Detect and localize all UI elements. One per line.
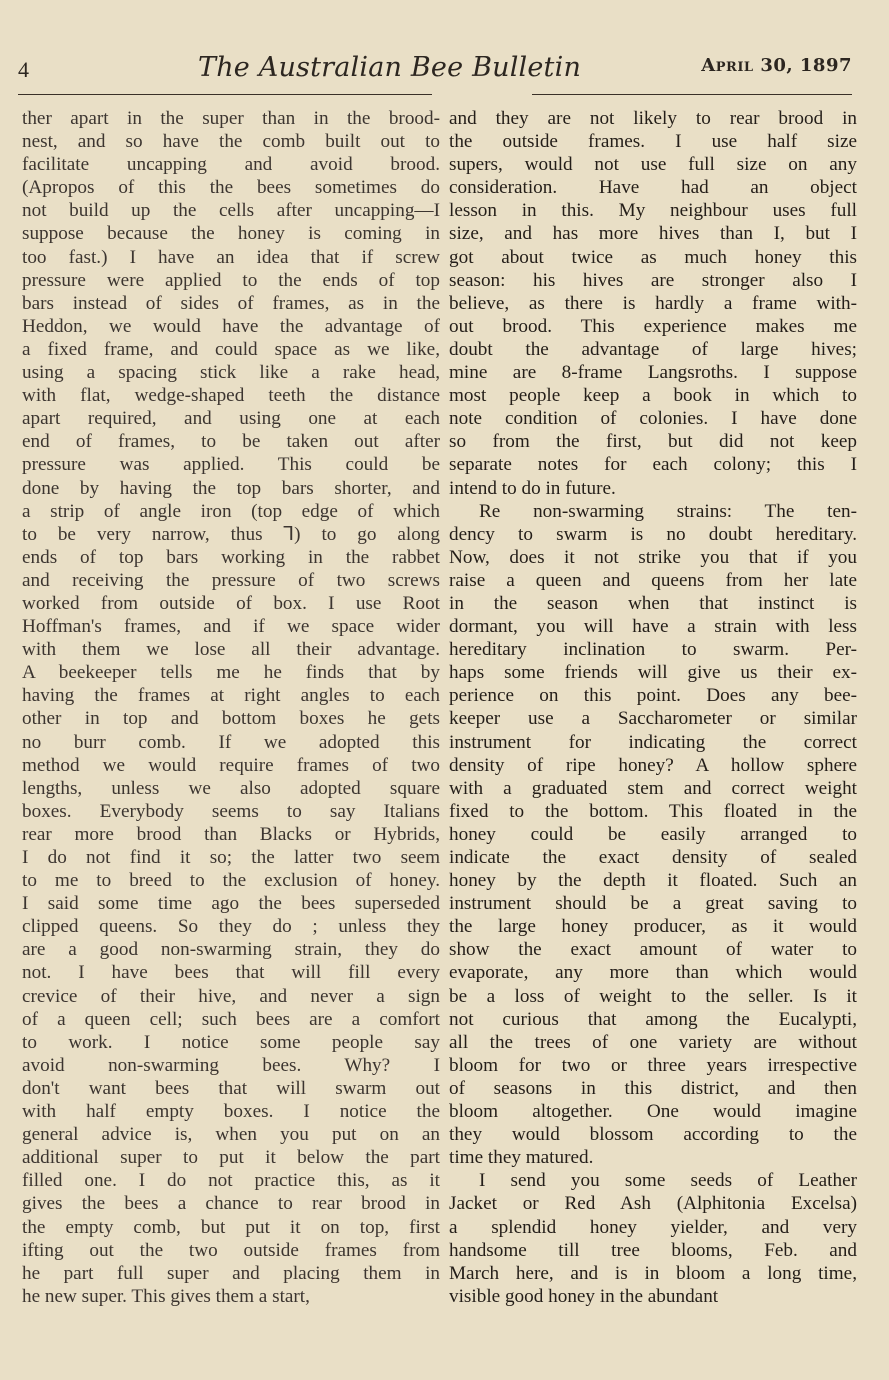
text-line: lesson in this. My neighbour uses full [449,200,857,222]
text-line: general advice is, when you put on an [22,1124,440,1146]
text-line: facilitate uncapping and avoid brood. [22,154,440,176]
text-line: visible good honey in the abundant [449,1285,719,1307]
text-line: of a queen cell; such bees are a comfort [22,1008,440,1030]
text-line: raise a queen and queens from her late [449,569,857,591]
text-line: too fast.) I have an idea that if screw [22,246,440,268]
journal-title: The Australian Bee Bulletin [198,52,582,83]
text-line: of seasons in this district, and then [449,1077,857,1099]
text-line: pressure were applied to the ends of top [22,269,440,291]
text-line: hereditary inclination to swarm. Per- [449,639,857,661]
text-line: haps some friends will give us their ex- [449,662,857,684]
text-line: with a graduated stem and correct weight [449,777,857,799]
text-line: mine are 8-frame Langsroths. I suppose [449,362,857,384]
text-line: are a good non-swarming strain, they do [22,939,440,961]
text-line: with them we lose all their advantage. [22,639,440,661]
text-line: out brood. This experience makes me [449,315,857,337]
text-line: A beekeeper tells me he finds that by [22,662,440,684]
left-column [22,107,440,1308]
text-line: not build up the cells after uncapping—I [22,200,440,222]
text-line: other in top and bottom boxes he gets [22,708,440,730]
text-line: the empty comb, but put it on top, first [22,1216,440,1238]
text-line: additional super to put it below the part [22,1147,440,1169]
page-number: 4 [18,57,29,82]
text-line: Now, does it not strike you that if you [449,546,857,568]
header-rule-right [532,94,852,95]
text-line: end of frames, to be taken out after [22,431,440,453]
text-line: keeper use a Saccharometer or similar [449,708,857,730]
text-line: March here, and is in bloom a long time, [449,1262,857,1284]
text-line: boxes. Everybody seems to say Italians [22,800,440,822]
text-line: the large honey producer, as it would [449,916,857,938]
text-line: Re non-swarming strains: The ten- [479,500,857,522]
text-line: to be very narrow, thus ⅂) to go along [22,523,440,545]
text-line: ther apart in the super than in the brood- [22,108,440,129]
text-line: apart required, and using one at each [22,408,440,430]
text-line: intend to do in future. [449,477,616,499]
text-line: handsome till tree blooms, Feb. and [449,1239,857,1261]
text-line: all the trees of one variety are without [449,1031,857,1053]
text-line: dency to swarm is no doubt hereditary. [449,523,857,545]
text-line: indicate the exact density of sealed [449,847,857,868]
text-line: ifting out the two outside frames from [22,1239,440,1261]
text-line: honey by the depth it floated. Such an [449,870,857,892]
text-line: size, and has more hives than I, but I [449,223,857,245]
text-line: (Apropos of this the bees sometimes do [22,177,440,199]
text-line: be a loss of weight to the seller. Is it [449,985,857,1007]
text-line: season: his hives are stronger also I [449,269,857,291]
page-header [18,52,852,88]
text-line: consideration. Have had an object [449,177,857,199]
text-line: show the exact amount of water to [449,939,857,961]
text-line: suppose because the honey is coming in [22,223,440,245]
text-line: not. I have bees that will fill every [22,962,440,984]
text-line: pressure was applied. This could be [22,454,440,476]
text-line: I send you some seeds of Leather [479,1170,857,1192]
text-line: don't want bees that will swarm out [22,1077,440,1099]
text-line: with half empty boxes. I notice the [22,1101,440,1123]
text-line: worked from outside of box. I use Root [22,592,440,614]
text-line: most people keep a book in which to [449,385,857,407]
text-line: to me to breed to the exclusion of honey. [22,870,440,892]
text-line: bars instead of sides of frames, as in the [22,292,440,314]
text-line: density of ripe honey? A hollow sphere [449,754,857,776]
text-line: bloom for two or three years irrespective [449,1054,857,1076]
text-line: and receiving the pressure of two screws [22,569,440,591]
text-line: time they matured. [449,1147,594,1169]
text-line: having the frames at right angles to each [22,685,440,707]
text-line: honey could be easily arranged to [449,823,857,845]
text-line: lengths, unless we also adopted square [22,777,440,799]
text-line: so from the first, but did not keep [449,431,857,453]
text-line: Heddon, we would have the advantage of [22,315,440,337]
text-line: in the season when that instinct is [449,592,857,614]
text-line: to work. I notice some people say [22,1031,440,1053]
text-line: he new super. This gives them a start, [22,1285,310,1307]
text-line: supers, would not use full size on any [449,154,857,176]
text-line: gives the bees a chance to rear brood in [22,1193,440,1215]
text-line: he part full super and placing them in [22,1262,440,1284]
text-line: not curious that among the Eucalypti, [449,1008,857,1030]
text-line: doubt the advantage of large hives; [449,338,857,360]
text-line: crevice of their hive, and never a sign [22,985,440,1007]
text-line: they would blossom according to the [449,1124,857,1146]
text-line: bloom altogether. One would imagine [449,1101,857,1123]
text-line: method we would require frames of two [22,754,440,776]
text-line: no burr comb. If we adopted this [22,731,440,753]
text-line: the outside frames. I use half size [449,131,857,153]
text-line: clipped queens. So they do ; unless they [22,916,440,938]
text-line: avoid non-swarming bees. Why? I [22,1054,440,1076]
issue-date: April 30, 1897 [701,55,852,76]
text-line: dormant, you will have a strain with less [449,616,857,638]
text-line: instrument should be a great saving to [449,893,857,915]
text-line: got about twice as much honey this [449,246,857,268]
text-line: a splendid honey yielder, and very [449,1216,857,1238]
text-line: perience on this point. Does any bee- [449,685,857,707]
text-line: filled one. I do not practice this, as it [22,1170,440,1192]
text-line: ends of top bars working in the rabbet [22,546,440,568]
text-line: done by having the top bars shorter, and [22,477,440,499]
text-line: I said some time ago the bees superseded [22,893,440,915]
text-line: evaporate, any more than which would [449,962,857,984]
text-line: and they are not likely to rear brood in [449,108,857,129]
text-line: I do not find it so; the latter two seem [22,847,440,868]
text-line: with flat, wedge-shaped teeth the distance [22,385,440,407]
text-line: nest, and so have the comb built out to [22,131,440,153]
text-line: fixed to the bottom. This floated in the [449,800,857,822]
text-line: using a spacing stick like a rake head, [22,362,440,384]
header-rule [18,94,432,95]
text-line: a strip of angle iron (top edge of which [22,500,440,522]
text-line: Jacket or Red Ash (Alphitonia Excelsa) [449,1193,857,1215]
text-line: believe, as there is hardly a frame with- [449,292,857,314]
text-line: rear more brood than Blacks or Hybrids, [22,823,440,845]
text-line: Hoffman's frames, and if we space wider [22,616,440,638]
text-line: a fixed frame, and could space as we like, [22,338,440,360]
right-column [449,107,857,1308]
text-line: note condition of colonies. I have done [449,408,857,430]
text-line: separate notes for each colony; this I [449,454,857,476]
text-line: instrument for indicating the correct [449,731,857,753]
